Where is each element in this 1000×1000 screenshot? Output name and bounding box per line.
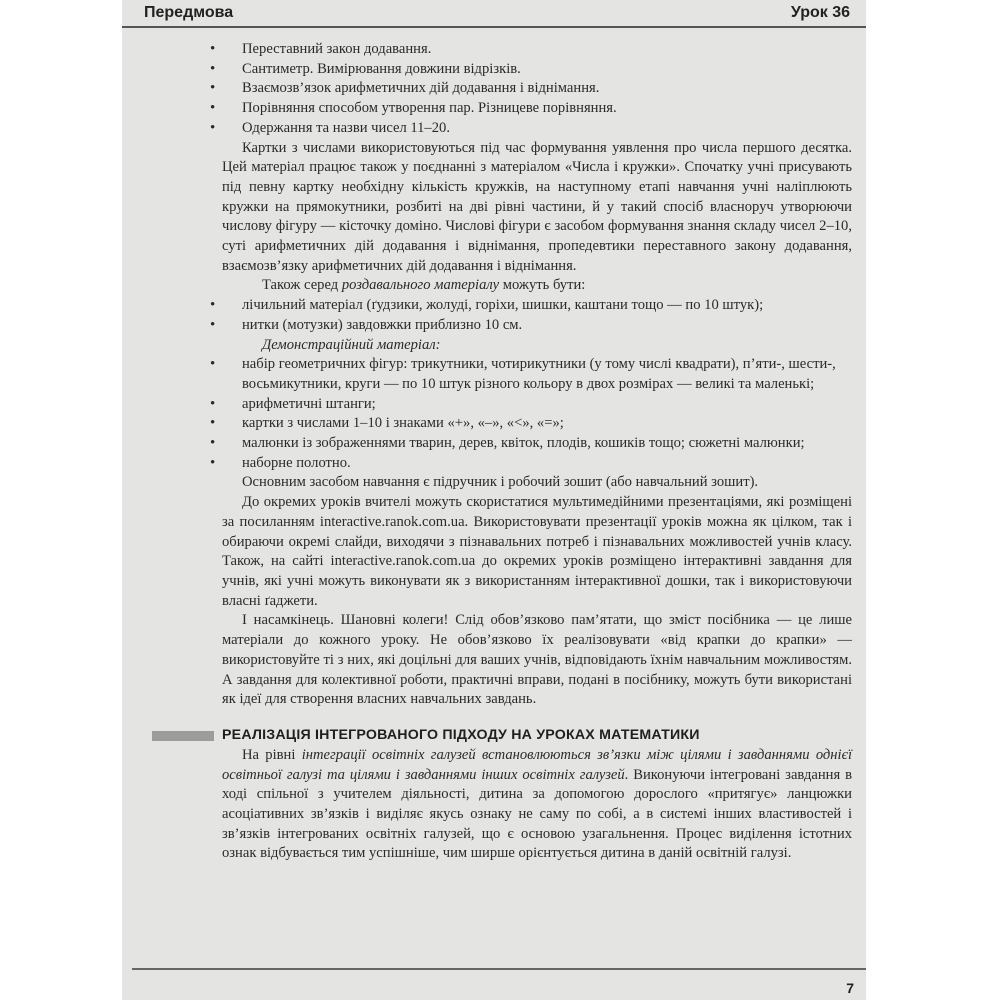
demo-list: [222, 355, 852, 473]
section-title: РЕАЛІЗАЦІЯ ІНТЕГРОВАНОГО ПІДХОДУ НА УРОКАХ МАТЕМАТИКИ: [222, 726, 700, 743]
topics-list: [222, 40, 852, 139]
list-item: • Сантиметр. Вимірювання довжини відрізків.: [222, 60, 852, 80]
list-item: • набір геометричних фігур: трикутники, чотирикутники (у тому числі квадрати), п’яти-, шести-, восьмикутники, круги — по 10 штук різного кольору в двох розмірах — великі та маленькі;: [222, 355, 852, 394]
list-item: • нитки (мотузки) завдовжки приблизно 10 см.: [222, 316, 852, 336]
section-marker-bar: [152, 731, 214, 741]
footer-divider: [132, 968, 866, 970]
list-item: • лічильний матеріал (ґудзики, жолуді, горіхи, шишки, каштани тощо — по 10 штук);: [222, 296, 852, 316]
paragraph-textbook: Основним засобом навчання є підручник і робочий зошит (або навчальний зошит).: [242, 474, 759, 491]
paragraph-number-cards: Картки з числами використовуються під час формування уявлення про числа першого десятка. Цей матеріал працює також у поєднанні з матеріалом «Числа і кружки». Спочатку учні присувають під певну картку необхідну кількість кружків, на наступному етапі навчання учні наліплюють кружки на прямокутники, розбиті на дві рівні частини, й у такий спосіб власноруч утворюючи числову фігуру — кісточку доміно. Числові фігури є засобом формування знання складу чисел 2–10, суті арифметичних дій додавання і віднімання, пропедевтики переставного закону додавання, взаємозв’язку арифметичних дій додавання і віднімання.: [222, 139, 852, 274]
list-item: • наборне полотно.: [222, 454, 852, 474]
list-item: • Переставний закон додавання.: [222, 40, 852, 60]
list-item: • Порівняння способом утворення пар. Різницеве порівняння.: [222, 99, 852, 119]
section-heading-row: [222, 726, 852, 746]
page-number: 7: [846, 980, 854, 996]
header-lesson-label: Урок 36: [790, 4, 850, 21]
header-section-title: Передмова: [144, 4, 234, 21]
page-header: [122, 0, 866, 28]
book-page: [122, 0, 866, 1000]
list-item: • картки з числами 1–10 і знаками «+», «–», «<», «=»;: [222, 414, 852, 434]
integration-rest: . Виконуючи інтегровані завдання в ході спільної з учителем діяльності, дитина за допомогою дорослого «притягує» ланцюжки асоціативних зв’язків і виділяє якусь ознаку не саму по собі, а в системі інших властивостей і зв’язків інтегрованих освітніх галузей, що є основою узагальнення. Процес виділення істотних ознак відбувається тим успішніше, чим ширше орієнтується дитина в даній освітній галузі.: [222, 766, 852, 862]
handout-lead: Також серед: [262, 277, 342, 294]
list-item: • арифметичні штанги;: [222, 395, 852, 415]
paragraph-integration: [222, 746, 852, 864]
list-item: • малюнки із зображеннями тварин, дерев, квіток, плодів, кошиків тощо; сюжетні малюнки;: [222, 434, 852, 454]
handout-intro: [222, 276, 852, 296]
page-content: [222, 40, 852, 864]
paragraph-presentations: До окремих уроків вчителі можуть скористатися мультимедійними презентаціями, які розміщені за посиланням interactive.ranok.com.ua. Використовувати презентації уроків можна як цілком, так і обираючи окремі слайди, виходячи з пізнавальних потреб і пізнавальних можливостей учнів класу. Також, на сайті interactive.ranok.com.ua до окремих уроків розміщено інтерактивні завдання для учнів, які учні можуть виконувати як з використанням інтерактивної дошки, так і використовуючи власні ґаджети.: [222, 494, 852, 609]
list-item: • Одержання та назви чисел 11–20.: [222, 119, 852, 139]
handout-list: [222, 296, 852, 335]
handout-term: роздавального матеріалу: [341, 277, 500, 294]
handout-tail: можуть бути:: [499, 277, 586, 294]
integration-italic: інтеграції освітніх галузей встановлюються зв’язки між цілями і завданнями однієї освітньої галузі та цілями і завданнями інших освітніх галузей: [222, 746, 853, 783]
integration-lead: На рівні: [242, 746, 302, 763]
demo-heading: Демонстраційний матеріал:: [262, 336, 441, 353]
list-item: • Взаємозв’язок арифметичних дій додавання і віднімання.: [222, 79, 852, 99]
paragraph-finally: І насамкінець. Шановні колеги! Слід обов’язково пам’ятати, що зміст посібника — це лише матеріали до кожного уроку. Не обов’язково їх реалізовувати «від крапки до крапки» — використовуйте ті з них, які доцільні для ваших учнів, відповідають їхнім навчальним можливостям. А завдання для колективної роботи, практичні вправи, подані в посібнику, можуть бути використані як ідеї для створення власних навчальних завдань.: [222, 612, 852, 708]
